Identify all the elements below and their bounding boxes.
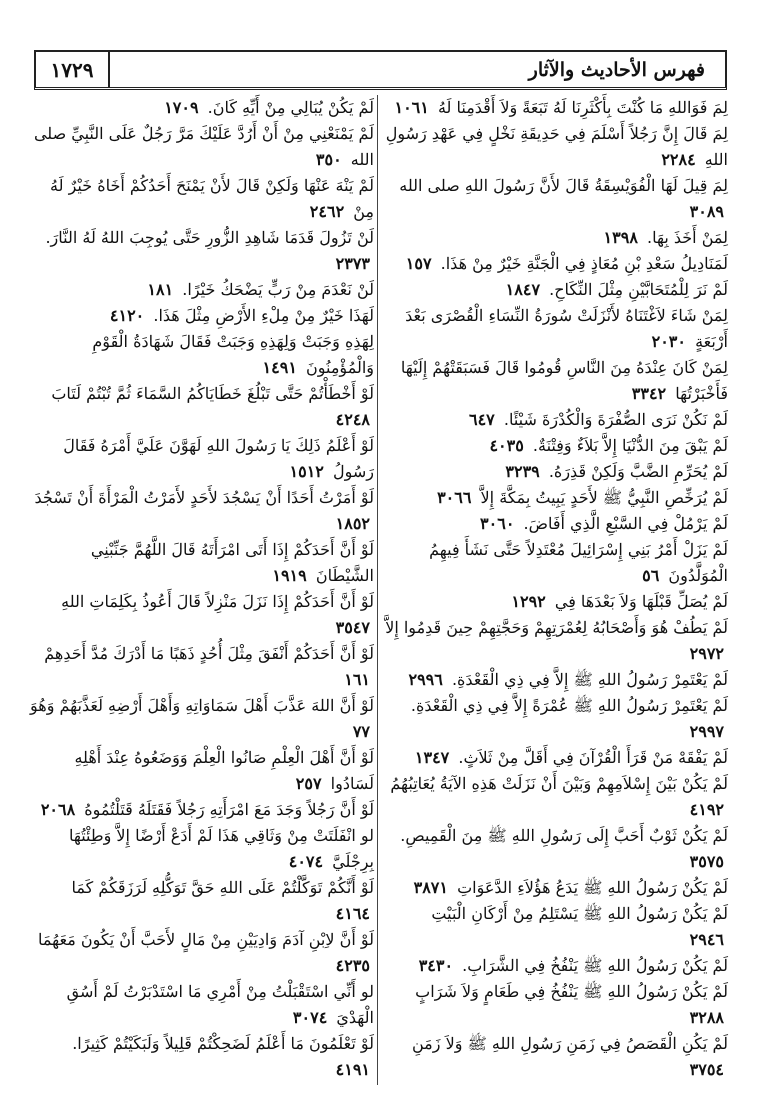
index-entry	[30, 329, 374, 381]
entry-text: لَوْ أَنَّ أَحَدَكُمْ إِذَا أَتَى امْرَأَتَهُ قَالَ اللَّهُمَّ جَنِّبْنِي الشَّيْطَانَ	[90, 540, 374, 585]
index-entry	[384, 589, 728, 615]
entry-number: ٤٢٤٨	[335, 410, 370, 429]
entry-number: ٤١٦٤	[335, 904, 370, 923]
left-column	[30, 95, 374, 1088]
index-entry	[384, 823, 728, 875]
entry-text: لِمَنْ كَانَ عِنْدَهُ مِنَ النَّاسِ قُومُوا قَالَ فَسَبَقَتْهُمْ إِلَيْهَا فَأَخْبَرْتُهَا	[400, 358, 728, 403]
index-entry	[384, 251, 728, 277]
entry-text: لَنْ تَزُولَ قَدَمَا شَاهِدِ الزُّورِ حَتَّى يُوجِبَ اللهُ لَهُ النَّارَ.	[45, 228, 374, 247]
entry-text: لَوْ أَمَرْتُ أَحَدًا أَنْ يَسْجُدَ لأَحَدٍ لأَمَرْتُ الْمَرْأَةَ أَنْ تَسْجُدَ	[34, 488, 374, 507]
index-entry	[384, 407, 728, 433]
entry-number: ١٥٧	[405, 254, 432, 273]
entry-number: ١٤٩١	[262, 358, 297, 377]
entry-text: لَوْ أَنَّكُمْ تَوَكَّلْتُمْ عَلَى اللهِ حَقَّ تَوَكُّلِهِ لَرَزَقَكُمْ كَمَا	[71, 878, 374, 897]
index-entry	[384, 485, 728, 511]
entry-number: ١٢٩٢	[511, 592, 546, 611]
entry-text: لِمَنْ أَخَذَ بِهَا.	[647, 228, 728, 247]
index-entry	[384, 459, 728, 485]
entry-text: لو انْفَلَتَتْ مِنْ وَثَاقِي هَذَا لَمْ أَدَعْ أَرْضًا إِلاَّ وَطِئْتُهَا بِرِجْلَيَّ	[68, 826, 374, 871]
entry-text: لَمْ يَنْهَ عَنْهَا وَلَكِنْ قَالَ لأَنْ يَمْنَحَ أَحَدُكُمْ أَخَاهُ خَيْرٌ لَهُ مِنْ	[50, 176, 374, 221]
entry-text: لَوْ أَنَّ لاِبْنِ آدَمَ وَادِيَيْنِ مِنْ مَالٍ لأَحَبَّ أَنْ يَكُونَ مَعَهُمَا	[37, 930, 374, 949]
index-entry	[30, 641, 374, 693]
entry-text: لَمْ نَكُنْ نَرَى الصُّفْرَةَ وَالْكُدْرَةَ شَيْئًا.	[503, 410, 728, 429]
entry-text: لَمْ يَعْتَمِرْ رَسُولُ اللهِ ﷺ إِلاَّ فِي ذِي الْقَعْدَةِ.	[451, 670, 728, 689]
index-entry	[30, 745, 374, 797]
entry-number: ٢٩٩٦	[408, 670, 443, 689]
index-entry	[30, 121, 374, 173]
entry-text: لَمْ يَكُنْ يُبَالِي مِنْ أَيِّهِ كَانَ.	[207, 98, 374, 117]
entry-text: لَمْ يَكُنْ رَسُولُ اللهِ ﷺ يَسْتَلِمُ مِنْ أَرْكَانِ الْبَيْتِ	[431, 904, 728, 923]
index-entry	[384, 511, 728, 537]
index-entry	[30, 485, 374, 537]
page-number: ١٧٢٩	[36, 52, 110, 87]
entry-text: لَوْ أَعْلَمُ ذَلِكَ يَا رَسُولَ اللهِ لَهَوَّنَ عَلَيَّ أَمْرَهُ فَقَالَ رَسُولُ	[63, 436, 374, 481]
entry-number: ٢٣٧٣	[335, 254, 370, 273]
entry-number: ١٨٤٧	[505, 280, 541, 299]
entry-number: ٣٤٣٠	[418, 956, 454, 975]
entry-number: ٢٠٦٨	[40, 800, 76, 819]
entry-text: لَمَنَادِيلُ سَعْدِ بْنِ مُعَاذٍ فِي الْجَنَّةِ خَيْرٌ مِنْ هَذَا.	[440, 254, 728, 273]
index-entry	[30, 979, 374, 1031]
entry-number: ١٦١	[344, 670, 370, 689]
entry-text: لَوْ أَنَّ اللهَ عَذَّبَ أَهْلَ سَمَاوَاتِهِ وَأَهْلَ أَرْضِهِ لَعَذَّبَهُمْ وَهُوَ	[29, 696, 374, 715]
entry-number: ١٩١٩	[272, 566, 307, 585]
entry-number: ٧٧	[352, 722, 370, 741]
entry-number: ٣٠٦٦	[437, 488, 472, 507]
entry-number: ٣٠٧٤	[292, 1008, 328, 1027]
index-entry	[384, 615, 728, 667]
entry-text: لِهَذِهِ وَجَبَتْ وَلِهَذِهِ وَجَبَتْ فَقَالَ شَهَادَةُ الْقَوْمِ وَالْمُؤْمِنُونَ	[92, 332, 374, 377]
entry-number: ٦٤٧	[468, 410, 495, 429]
entry-text: لِمَ قَالَ إِنَّ رَجُلاً أَسْلَمَ فِي حَدِيقَةِ نَخْلٍ فِي عَهْدِ رَسُولِ اللهِ	[385, 124, 728, 169]
index-entry	[30, 927, 374, 979]
entry-number: ٣٢٨٨	[689, 1008, 724, 1027]
entry-number: ٤٠٣٥	[489, 436, 524, 455]
index-entry	[384, 225, 728, 251]
entry-text: لَمْ يُصَلِّ قَبْلَهَا وَلاَ بَعْدَهَا فِي	[554, 592, 728, 611]
page-header	[34, 50, 727, 90]
page-title: فهرس الأحاديث والآثار	[528, 58, 705, 81]
right-column	[384, 95, 728, 1088]
index-entry	[30, 95, 374, 121]
entry-text: لَوْ أَنَّ رَجُلاً وَجَدَ مَعَ امْرَأَتِهِ رَجُلاً فَقَتَلَهُ قَتَلْتُمُوهُ	[84, 800, 374, 819]
entry-text: لَمْ يَرْمُلْ فِي السَّبْعِ الَّذِي أَفَاضَ.	[523, 514, 728, 533]
entry-text: لَوْ أَنَّ أَحَدَكُمْ أَنْفَقَ مِثْلَ أُحُدٍ ذَهَبًا مَا أَدْرَكَ مُدَّ أَحَدِهِمْ	[44, 644, 374, 663]
index-entry	[384, 901, 728, 953]
column-divider	[377, 95, 378, 1085]
index-entry	[384, 95, 728, 121]
index-entry	[30, 381, 374, 433]
index-entry	[384, 433, 728, 459]
entry-number: ٤١٩٢	[689, 800, 724, 819]
index-entry	[384, 173, 728, 225]
index-entry	[384, 121, 728, 173]
index-entry	[384, 277, 728, 303]
entry-number: ٣٧٥٤	[689, 1060, 724, 1079]
index-entry	[384, 355, 728, 407]
entry-text: لَمْ يُحَرِّمِ الضَّبَّ وَلَكِنْ قَذِرَهُ.	[548, 462, 728, 481]
entry-text: لَمْ يَكُنْ بَيْنَ إِسْلاَمِهِمْ وَبَيْنَ أَنْ نَزَلَتْ هَذِهِ الآيَةُ يُعَاتِبُهُمُ	[390, 774, 728, 793]
entry-number: ١٣٤٧	[414, 748, 450, 767]
entry-text: لو أَنِّي اسْتَقْبَلْتُ مِنْ أَمْرِي مَا اسْتَدْبَرْتُ لَمْ أَسُقِ الْهَدْيَ	[66, 982, 374, 1027]
index-entry	[30, 225, 374, 277]
entry-text: لَوْ أَنَّ أَحَدَكُمْ إِذَا نَزَلَ مَنْزِلاً قَالَ أَعُوذُ بِكَلِمَاتِ اللهِ	[61, 592, 374, 611]
index-entry	[384, 1031, 728, 1083]
index-entry	[30, 589, 374, 641]
index-entry	[30, 303, 374, 329]
entry-text: لَمْ يُرَخِّصِ النَّبِيُّ ﷺ لأَحَدٍ يَبِيتُ بِمَكَّةَ إِلاَّ	[480, 488, 728, 507]
index-entry	[30, 1031, 374, 1083]
entry-text: لَوْ أَنَّ أَهْلَ الْعِلْمِ صَانُوا الْعِلْمَ وَوَضَعُوهُ عِنْدَ أَهْلِهِ لَسَادُوا	[74, 748, 374, 793]
entry-number: ١٥١٢	[289, 462, 324, 481]
entry-number: ٣٠٦٠	[480, 514, 515, 533]
entry-number: ٢٥٧	[295, 774, 322, 793]
entry-text: لَمْ يَكُنْ رَسُولُ اللهِ ﷺ يَنْفُخُ فِي طَعَامٍ وَلاَ شَرَابٍ	[415, 982, 728, 1001]
entry-number: ٤١٢٠	[109, 306, 145, 325]
entry-number: ١٨٥٢	[335, 514, 370, 533]
index-entry	[30, 693, 374, 745]
entry-number: ٢٩٤٦	[689, 930, 724, 949]
entry-number: ٢٠٣٠	[651, 332, 686, 351]
entry-text: لَمْ يَطُفْ هُوَ وَأَصْحَابُهُ لِعُمْرَتِهِمْ وَحَجَّتِهِمْ حِينَ قَدِمُوا إِلاَّ	[385, 618, 728, 637]
entry-text: لَمْ يَفْقَهْ مَنْ قَرَأَ الْقُرْآنَ فِي أَقَلَّ مِنْ ثَلاَثٍ.	[458, 748, 728, 767]
entry-number: ٢٩٧٢	[689, 644, 724, 663]
entry-number: ٥٦	[642, 566, 660, 585]
entry-text: لَمْ يَبْقَ مِنَ الدُّنْيَا إِلاَّ بَلاَءٌ وَفِتْنَةٌ.	[532, 436, 728, 455]
entry-number: ٢٢٨٤	[661, 150, 696, 169]
index-entry	[384, 745, 728, 771]
entry-number: ٣٥٤٧	[335, 618, 370, 637]
index-entry	[384, 693, 728, 745]
index-entry	[384, 303, 728, 355]
entry-number: ٢٩٩٧	[689, 722, 724, 741]
entry-number: ٤٠٧٤	[288, 852, 324, 871]
index-entry	[384, 979, 728, 1031]
entry-text: لَوْ أَخْطَأْتُمْ حَتَّى تَبْلُغَ خَطَايَاكُمُ السَّمَاءَ ثُمَّ تُبْتُمْ لَتَابَ	[51, 384, 374, 403]
entry-text: لَوْ تَعْلَمُونَ مَا أَعْلَمُ لَضَحِكْتُمْ قَلِيلاً وَلَبَكَيْتُمْ كَثِيرًا.	[72, 1034, 374, 1053]
index-entry	[30, 277, 374, 303]
index-entry	[384, 875, 728, 901]
entry-text: لَمْ يَكُنْ ثَوْبٌ أَحَبَّ إِلَى رَسُولِ اللهِ ﷺ مِنَ الْقَمِيصِ.	[400, 826, 728, 845]
entry-text: لَنْ نَعْدَمَ مِنْ رَبٍّ يَضْحَكُ خَيْرًا.	[182, 280, 374, 299]
index-entry	[384, 953, 728, 979]
entry-text: لَمْ يَكُنْ رَسُولُ اللهِ ﷺ يَدَعُ هَؤُلاَءِ الدَّعَوَاتِ	[457, 878, 728, 897]
entry-number: ١٠٦١	[394, 98, 429, 117]
entry-text: لِمَ قِيلَ لَهَا الْفُوَيْسِقَةُ قَالَ لأَنَّ رَسُولَ اللهِ صلى الله	[399, 176, 728, 195]
entry-text: لَمْ يَمْنَعْنِي مِنْ أَنْ أَرُدَّ عَلَيْكَ مَرَّ رَجُلٌ عَلَى النَّبِيِّ صلى الله	[33, 124, 374, 169]
entry-number: ١٣٩٨	[603, 228, 638, 247]
entry-number: ١٨١	[147, 280, 174, 299]
entry-text: لَمْ نَرَ لِلْمُتَحَابَّيْنِ مِثْلَ النِّكَاحِ.	[549, 280, 728, 299]
entry-text: لِمَنْ شَاءَ لاَغْتَنَاهُ لأَنْزَلَتْ سُورَةُ النِّسَاءِ الْقُصْرَى بَعْدَ أَرْبَعَةٍ	[405, 306, 728, 351]
entry-number: ١٧٠٩	[164, 98, 199, 117]
index-entry	[30, 823, 374, 875]
index-entry	[30, 797, 374, 823]
index-entry	[30, 433, 374, 485]
entry-number: ٤١٩١	[335, 1060, 370, 1079]
entry-number: ٣٥٠	[315, 150, 342, 169]
entry-number: ٢٤٦٢	[309, 202, 345, 221]
entry-text: لَمْ يَزَلْ أَمْرُ بَنِي إِسْرَائِيلَ مُعْتَدِلاً حَتَّى نَشَأَ فِيهِمُ الْمُوَلَّدُونَ	[429, 540, 728, 585]
entry-number: ٣٠٨٩	[689, 202, 724, 221]
entry-number: ٣٥٧٥	[689, 852, 724, 871]
index-entry	[384, 667, 728, 693]
index-entry	[384, 537, 728, 589]
index-entry	[384, 771, 728, 823]
entry-text: لَمْ يَكُنِ الْقَصَصُ فِي زَمَنِ رَسُولِ اللهِ ﷺ وَلاَ زَمَنِ	[412, 1034, 728, 1053]
entry-text: لَمْ يَعْتَمِرْ رَسُولُ اللهِ ﷺ عُمْرَةً إِلاَّ فِي ذِي الْقَعْدَةِ.	[410, 696, 728, 715]
entry-text: لَمْ يَكُنْ رَسُولُ اللهِ ﷺ يَنْفُخُ فِي الشَّرَابِ.	[462, 956, 728, 975]
entry-number: ٤٢٣٥	[335, 956, 370, 975]
entry-text: لَهَذَا خَيْرٌ مِنْ مِلْءِ الأَرْضِ مِثْلَ هَذَا.	[153, 306, 374, 325]
entry-number: ٣٢٣٩	[505, 462, 540, 481]
index-entry	[30, 875, 374, 927]
entry-text: لِمَ فَوَاللهِ مَا كُنْتَ بِأَكْثَرِنَا لَهُ تَبَعَةً وَلاَ أَقْدَمِنَا لَهُ	[437, 98, 728, 117]
index-entry	[30, 537, 374, 589]
index-entry	[30, 173, 374, 225]
entry-number: ٣٨٧١	[413, 878, 448, 897]
entry-number: ٣٣٤٢	[631, 384, 667, 403]
